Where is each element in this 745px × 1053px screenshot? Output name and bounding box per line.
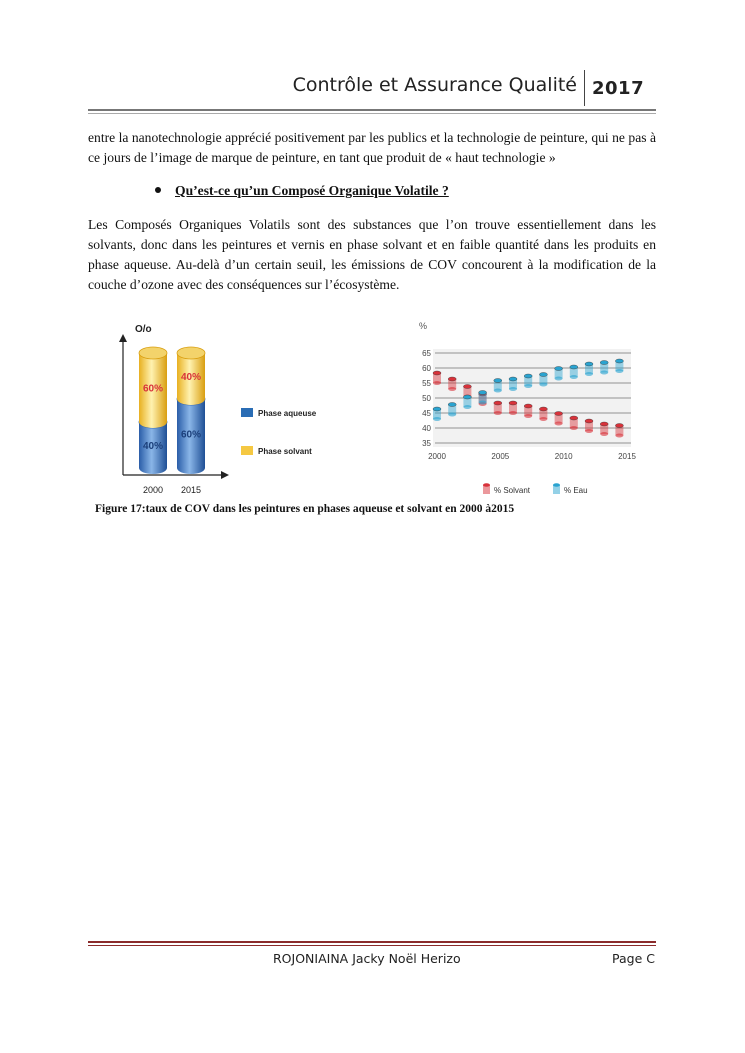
y-tick-label: 45: [422, 409, 431, 418]
header-rule: [88, 109, 656, 111]
point-solvant: [539, 407, 547, 421]
point-eau: [539, 373, 547, 387]
y-tick-labels: [422, 349, 431, 448]
point-eau: [555, 367, 563, 381]
y-tick-label: 60: [422, 364, 431, 373]
point-eau: [463, 395, 471, 409]
y-tick-label: 50: [422, 394, 431, 403]
point-eau: [479, 391, 487, 405]
header-year: 2017: [592, 78, 645, 99]
header-rule-thin: [88, 113, 656, 114]
cylinder-marks: [139, 347, 205, 474]
figure-caption: Figure 17:taux de COV dans les peintures en phases aqueuse et solvant en 2000 à2015: [95, 503, 515, 515]
legend-item: [483, 483, 531, 495]
x-tick-label: 2005: [491, 452, 510, 461]
paragraph-cov-definition: Les Composés Organiques Volatils sont des substances que l’on trouve essentiellement dans les solvants, donc dans les peintures et vernis en phase solvant et en faible quantité dans les produits en phase aqueuse. Au-delà d’un certain seuil, les émissions de COV concourent à la modification de la couche d’ozone avec des conséquences sur l’écosystème.: [88, 217, 656, 292]
point-solvant: [448, 377, 456, 391]
header-title: Contrôle et Assurance Qualité: [292, 74, 577, 96]
footer-author: ROJONIAINA Jacky Noël Herizo: [273, 951, 461, 966]
x-axis-arrow-icon: [221, 471, 229, 479]
legend-label-solvant: Phase solvant: [258, 447, 312, 456]
bullet-dot-icon: [155, 187, 161, 193]
point-eau: [570, 365, 578, 379]
section-heading: Qu’est-ce qu’un Composé Organique Volatile ?: [175, 183, 449, 198]
point-eau: [600, 361, 608, 375]
point-solvant: [570, 416, 578, 430]
bullet-item: [155, 183, 449, 199]
x-tick-label: 2010: [554, 452, 573, 461]
chart-cov-trend: [395, 315, 655, 500]
paragraph-intro: entre la nanotechnologie apprécié positivement par les publics et la technologie de peinture, qui ne pas à ce jours de l’image de marque de peinture, en tant que produit de « haut technologie »: [88, 130, 656, 165]
point-solvant: [509, 401, 517, 415]
cylinder-label: 60%: [180, 429, 202, 441]
point-eau: [494, 379, 502, 393]
cylinder-top: [139, 347, 167, 359]
legend-swatch-aqueuse: [241, 408, 253, 417]
point-solvant: [555, 412, 563, 426]
y-tick-label: 35: [422, 439, 431, 448]
point-eau: [615, 359, 623, 373]
x-tick-label: 2000: [428, 452, 446, 461]
point-eau: [524, 374, 532, 388]
x-tick-2000: 2000: [142, 485, 164, 495]
cylinder-base: [139, 462, 167, 474]
footer-rule-thin: [88, 945, 656, 946]
cylinder-base: [177, 393, 205, 405]
cylinder-top: [177, 347, 205, 359]
y-tick-label: 55: [422, 379, 431, 388]
y-tick-label: 40: [422, 424, 431, 433]
chart-cylinder-phases: [95, 320, 335, 500]
point-eau: [433, 407, 441, 421]
footer-rule: [88, 941, 656, 943]
x-tick-label: 2015: [618, 452, 636, 461]
legend-swatch-solvant: [241, 446, 253, 455]
y-axis-arrow-icon: [119, 334, 127, 342]
cylinder-base: [139, 416, 167, 428]
y-tick-label: 65: [422, 349, 431, 358]
footer-page-number: Page C: [612, 951, 655, 966]
y-axis-label: O/o: [135, 324, 152, 335]
legend-swatch-top: [483, 483, 490, 487]
cylinder-label: 60%: [142, 383, 164, 395]
point-eau: [509, 377, 517, 391]
point-solvant: [494, 401, 502, 415]
legend-swatch-top: [553, 483, 560, 487]
y-axis-label: %: [419, 321, 428, 331]
cylinder-base: [177, 462, 205, 474]
cylinder-label: 40%: [180, 372, 202, 383]
legend-label-aqueuse: Phase aqueuse: [258, 409, 317, 418]
point-eau: [585, 362, 593, 376]
point-solvant: [585, 419, 593, 433]
point-solvant: [600, 422, 608, 436]
point-solvant: [433, 371, 441, 385]
cylinder-label: 40%: [142, 441, 164, 452]
point-solvant: [615, 424, 623, 438]
x-tick-2015: 2015: [180, 485, 202, 495]
legend-label: % Eau: [564, 486, 588, 495]
x-tick-labels: [428, 452, 636, 461]
legend-item: [553, 483, 588, 495]
header-separator: [584, 70, 585, 106]
point-eau: [448, 403, 456, 417]
legend: [483, 483, 588, 495]
legend-label: % Solvant: [494, 486, 531, 495]
point-solvant: [524, 404, 532, 418]
